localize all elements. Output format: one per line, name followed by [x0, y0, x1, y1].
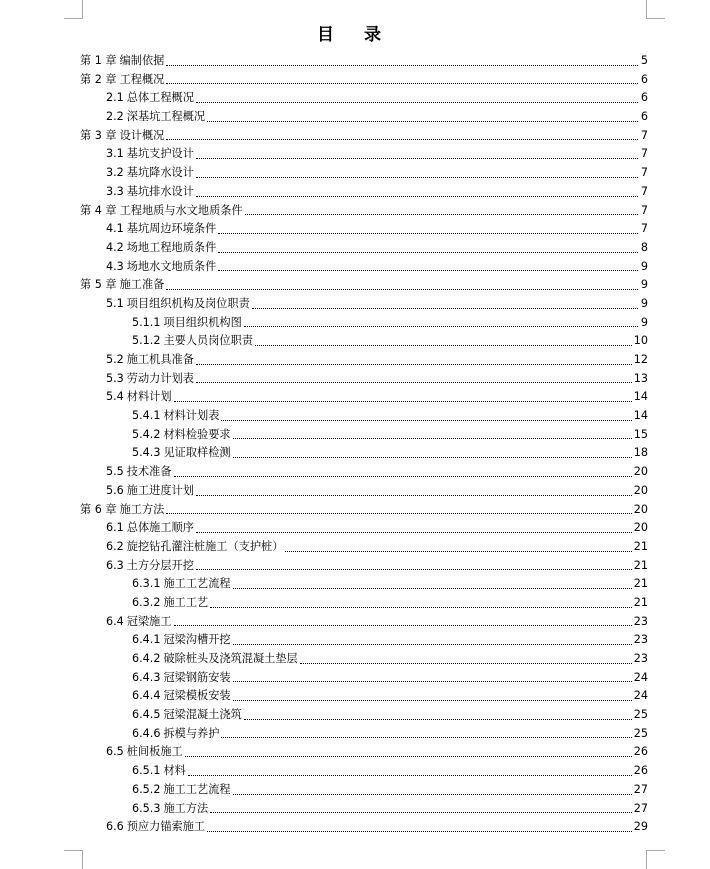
toc-entry-title: 施工机具准备: [126, 353, 194, 366]
dot-leader: [218, 265, 638, 271]
toc-entry-title: 施工工艺流程: [163, 577, 231, 591]
toc-entry[interactable]: [80, 538, 648, 557]
toc-entry-number: 6.4.5: [132, 708, 161, 722]
crop-mark-bottom-left: [64, 850, 83, 869]
toc-entry-title: 材料: [163, 764, 186, 778]
toc-entry-title: 工程概况: [119, 72, 165, 86]
toc-entry-page-number: 6: [640, 91, 648, 105]
toc-entry[interactable]: [80, 501, 648, 520]
toc-entry-title: 施工方法: [163, 801, 209, 815]
toc-entry-number: 6.4.2: [132, 652, 161, 665]
toc-entry[interactable]: [80, 108, 648, 127]
toc-entry-title: 拆模与养护: [163, 726, 220, 740]
toc-entry-page-number: 6: [640, 72, 648, 86]
toc-entry-number: 第 2 章: [80, 72, 117, 86]
dot-leader: [285, 546, 631, 552]
toc-entry-number: 第 5 章: [80, 278, 117, 292]
toc-entry-page-number: 7: [640, 203, 648, 217]
toc-entry-number: 6.6: [106, 820, 124, 834]
toc-entry[interactable]: [80, 631, 648, 650]
toc-entry-number: 6.5.1: [132, 764, 161, 778]
dot-leader: [196, 564, 632, 570]
toc-entry-number: 5.4.2: [132, 427, 161, 441]
toc-entry-number: 第 1 章: [80, 54, 117, 67]
toc-entry-page-number: 7: [640, 147, 648, 161]
toc-entry-number: 5.6: [106, 483, 124, 497]
toc-entry-page-number: 26: [633, 764, 648, 778]
dot-leader: [207, 826, 632, 832]
toc-entry-title: 基坑周边环境条件: [126, 222, 217, 236]
toc-entry-page-number: 20: [633, 483, 648, 497]
toc-entry-number: 4.1: [106, 222, 124, 236]
toc-entry[interactable]: [80, 407, 648, 426]
toc-entry[interactable]: [80, 89, 648, 108]
dot-leader: [196, 153, 638, 159]
toc-entry-page-number: 21: [633, 539, 648, 553]
toc-entry-page-number: 13: [633, 371, 648, 385]
toc-entry[interactable]: [80, 202, 648, 221]
toc-entry-title: 材料检验要求: [163, 427, 231, 441]
toc-entry-title: 基坑支护设计: [126, 147, 194, 161]
dot-leader: [218, 247, 638, 253]
toc-entry-number: 5.5: [106, 465, 124, 479]
toc-entry[interactable]: [80, 800, 648, 819]
toc-entry[interactable]: [80, 127, 648, 146]
toc-entry-number: 5.3: [106, 371, 124, 385]
toc-entry-number: 5.1.1: [132, 315, 161, 329]
dot-leader: [196, 527, 632, 533]
dot-leader: [233, 789, 632, 795]
toc-entry-number: 6.4.1: [132, 633, 161, 647]
toc-entry-page-number: 12: [633, 353, 648, 366]
toc-entry-page-number: 23: [633, 652, 648, 665]
toc-entry-title: 材料计划表: [163, 409, 220, 423]
toc-entry-page-number: 21: [633, 558, 648, 572]
toc-entry[interactable]: [80, 818, 648, 837]
toc-entry[interactable]: [80, 781, 648, 800]
toc-entry-title: 预应力锚索施工: [126, 820, 206, 834]
dot-leader: [221, 732, 631, 738]
toc-entry-number: 5.2: [106, 353, 124, 366]
toc-entry-number: 6.4.6: [132, 726, 161, 740]
toc-entry-page-number: 23: [633, 633, 648, 647]
toc-entry[interactable]: [80, 71, 648, 90]
table-of-contents: [80, 52, 648, 837]
toc-entry-number: 6.1: [106, 521, 124, 535]
dot-leader: [196, 490, 632, 496]
toc-entry-number: 6.3.1: [132, 577, 161, 591]
toc-entry-title: 劳动力计划表: [126, 371, 194, 385]
toc-entry-title: 土方分层开挖: [126, 558, 194, 572]
toc-entry-title: 冠梁钢筋安装: [163, 670, 231, 684]
toc-entry[interactable]: [80, 370, 648, 389]
toc-entry[interactable]: [80, 444, 648, 463]
dot-leader: [252, 303, 638, 309]
toc-entry-number: 3.2: [106, 166, 124, 180]
dot-leader: [185, 751, 632, 757]
toc-entry-page-number: 27: [633, 801, 648, 815]
toc-entry[interactable]: [80, 725, 648, 744]
dot-leader: [196, 97, 638, 103]
toc-entry-title: 深基坑工程概况: [126, 110, 206, 124]
toc-entry[interactable]: [80, 687, 648, 706]
toc-entry-page-number: 25: [633, 708, 648, 722]
toc-entry[interactable]: [80, 613, 648, 632]
toc-entry[interactable]: [80, 575, 648, 594]
dot-leader: [196, 172, 638, 178]
toc-entry-title: 场地水文地质条件: [126, 259, 217, 273]
toc-entry-title: 设计概况: [119, 128, 165, 142]
dot-leader: [233, 695, 632, 701]
dot-leader: [210, 602, 632, 608]
toc-entry-page-number: 15: [633, 427, 648, 441]
toc-entry-title: 冠梁施工: [126, 614, 172, 628]
toc-entry[interactable]: [80, 145, 648, 164]
toc-entry-page-number: 26: [633, 745, 648, 759]
toc-entry[interactable]: [80, 351, 648, 370]
toc-entry-number: 第 3 章: [80, 128, 117, 142]
toc-entry-title: 冠梁沟槽开挖: [163, 633, 231, 647]
toc-entry[interactable]: [80, 594, 648, 613]
toc-entry-page-number: 24: [633, 670, 648, 684]
toc-entry[interactable]: [80, 743, 648, 762]
toc-entry-title: 工程地质与水文地质条件: [119, 203, 243, 217]
toc-entry-number: 3.1: [106, 147, 124, 161]
crop-mark-top-right: [646, 0, 665, 19]
dot-leader: [233, 583, 632, 589]
toc-entry-page-number: 7: [640, 166, 648, 180]
dot-leader: [255, 340, 632, 346]
toc-entry[interactable]: [80, 482, 648, 501]
toc-entry-number: 5.1.2: [132, 334, 161, 348]
toc-entry[interactable]: [80, 669, 648, 688]
dot-leader: [233, 433, 632, 439]
toc-entry-page-number: 9: [640, 278, 648, 292]
toc-entry-page-number: 27: [633, 782, 648, 796]
toc-entry-page-number: 10: [633, 334, 648, 348]
dot-leader: [244, 714, 632, 720]
toc-entry-number: 6.4.3: [132, 670, 161, 684]
toc-entry-number: 6.4.4: [132, 689, 161, 703]
crop-mark-top-left: [64, 0, 83, 19]
toc-entry[interactable]: [80, 239, 648, 258]
crop-mark-bottom-right: [646, 850, 665, 869]
toc-entry-page-number: 14: [633, 409, 648, 423]
toc-entry-title: 冠梁模板安装: [163, 689, 231, 703]
toc-entry[interactable]: [80, 276, 648, 295]
toc-entry[interactable]: [80, 557, 648, 576]
toc-entry-page-number: 25: [633, 726, 648, 740]
toc-entry-page-number: 5: [640, 54, 648, 67]
toc-entry-number: 6.3.2: [132, 595, 161, 609]
toc-entry-title: 桩间板施工: [126, 745, 183, 759]
toc-entry-title: 基坑降水设计: [126, 166, 194, 180]
page-title: 目 录: [317, 25, 393, 45]
dot-leader: [207, 116, 638, 122]
toc-entry-page-number: 14: [633, 390, 648, 404]
toc-entry-number: 5.4.3: [132, 446, 161, 460]
toc-entry[interactable]: [80, 52, 648, 71]
toc-entry-number: 2.1: [106, 91, 124, 105]
toc-entry[interactable]: [80, 332, 648, 351]
toc-entry-number: 5.4.1: [132, 409, 161, 423]
toc-entry-number: 5.4: [106, 390, 124, 404]
toc-entry-number: 4.3: [106, 259, 124, 273]
toc-entry-page-number: 21: [633, 577, 648, 591]
toc-entry-number: 3.3: [106, 184, 124, 198]
toc-entry-page-number: 20: [633, 502, 648, 516]
toc-entry[interactable]: [80, 706, 648, 725]
toc-entry-title: 技术准备: [126, 465, 172, 479]
dot-leader: [245, 209, 638, 215]
toc-entry[interactable]: [80, 463, 648, 482]
toc-entry-title: 施工工艺: [163, 595, 209, 609]
toc-entry-number: 6.2: [106, 539, 124, 553]
dot-leader: [174, 620, 632, 626]
toc-entry-title: 总体工程概况: [126, 91, 194, 105]
toc-entry-page-number: 21: [633, 595, 648, 609]
toc-entry[interactable]: [80, 519, 648, 538]
dot-leader: [233, 639, 632, 645]
toc-entry-number: 6.5.3: [132, 801, 161, 815]
toc-entry-number: 4.2: [106, 240, 124, 254]
dot-leader: [300, 658, 632, 664]
toc-entry-title: 施工方法: [119, 502, 165, 516]
toc-entry-page-number: 9: [640, 259, 648, 273]
toc-entry[interactable]: [80, 295, 648, 314]
toc-entry-number: 6.5: [106, 745, 124, 759]
toc-entry-number: 第 6 章: [80, 502, 117, 516]
toc-entry-title: 旋挖钻孔灌注桩施工（支护桩）: [126, 539, 284, 553]
toc-entry[interactable]: [80, 258, 648, 277]
toc-entry-page-number: 9: [640, 296, 648, 310]
toc-entry-title: 施工进度计划: [126, 483, 194, 497]
toc-entry-title: 基坑排水设计: [126, 184, 194, 198]
toc-entry[interactable]: [80, 762, 648, 781]
toc-entry-page-number: 20: [633, 521, 648, 535]
toc-entry-title: 编制依据: [119, 54, 165, 67]
toc-entry-page-number: 18: [633, 446, 648, 460]
toc-entry-page-number: 7: [640, 222, 648, 236]
toc-entry[interactable]: [80, 388, 648, 407]
toc-entry-number: 5.1: [106, 296, 124, 310]
toc-entry[interactable]: [80, 650, 648, 669]
toc-entry[interactable]: [80, 220, 648, 239]
dot-leader: [196, 359, 632, 365]
dot-leader: [174, 396, 632, 402]
toc-entry-page-number: 20: [633, 465, 648, 479]
toc-entry[interactable]: [80, 183, 648, 202]
toc-entry-title: 施工准备: [119, 278, 165, 292]
dot-leader: [166, 284, 638, 290]
dot-leader: [218, 228, 638, 234]
toc-entry-title: 施工工艺流程: [163, 782, 231, 796]
toc-entry-page-number: 24: [633, 689, 648, 703]
toc-entry-page-number: 9: [640, 315, 648, 329]
toc-entry-page-number: 7: [640, 184, 648, 198]
toc-entry[interactable]: [80, 314, 648, 333]
dot-leader: [174, 471, 632, 477]
toc-entry-title: 总体施工顺序: [126, 521, 194, 535]
toc-entry-page-number: 23: [633, 614, 648, 628]
toc-entry-title: 材料计划: [126, 390, 172, 404]
toc-entry-title: 主要人员岗位职责: [163, 334, 253, 348]
toc-entry-number: 6.4: [106, 614, 124, 628]
toc-entry-page-number: 29: [633, 820, 648, 834]
dot-leader: [196, 377, 632, 383]
toc-entry-title: 场地工程地质条件: [126, 240, 217, 254]
dot-leader: [166, 508, 631, 514]
toc-entry-number: 第 4 章: [80, 203, 117, 217]
toc-entry-title: 冠梁混凝土浇筑: [163, 708, 242, 722]
toc-entry-number: 6.5.2: [132, 782, 161, 796]
dot-leader: [196, 191, 638, 197]
dot-leader: [244, 321, 638, 327]
toc-entry[interactable]: [80, 426, 648, 445]
dot-leader: [166, 78, 638, 84]
dot-leader: [188, 770, 632, 776]
dot-leader: [166, 60, 638, 66]
toc-entry-number: 6.3: [106, 558, 124, 572]
toc-entry-title: 破除桩头及浇筑混凝土垫层: [163, 652, 298, 665]
toc-entry-title: 项目组织机构及岗位职责: [126, 296, 250, 310]
toc-entry[interactable]: [80, 164, 648, 183]
dot-leader: [210, 807, 632, 813]
toc-entry-title: 项目组织机构图: [163, 315, 242, 329]
dot-leader: [233, 676, 632, 682]
dot-leader: [233, 452, 632, 458]
toc-entry-page-number: 6: [640, 110, 648, 124]
dot-leader: [221, 415, 631, 421]
toc-entry-page-number: 7: [640, 128, 648, 142]
dot-leader: [166, 134, 638, 140]
toc-entry-number: 2.2: [106, 110, 124, 124]
toc-entry-page-number: 8: [640, 240, 648, 254]
toc-entry-title: 见证取样检测: [163, 446, 231, 460]
